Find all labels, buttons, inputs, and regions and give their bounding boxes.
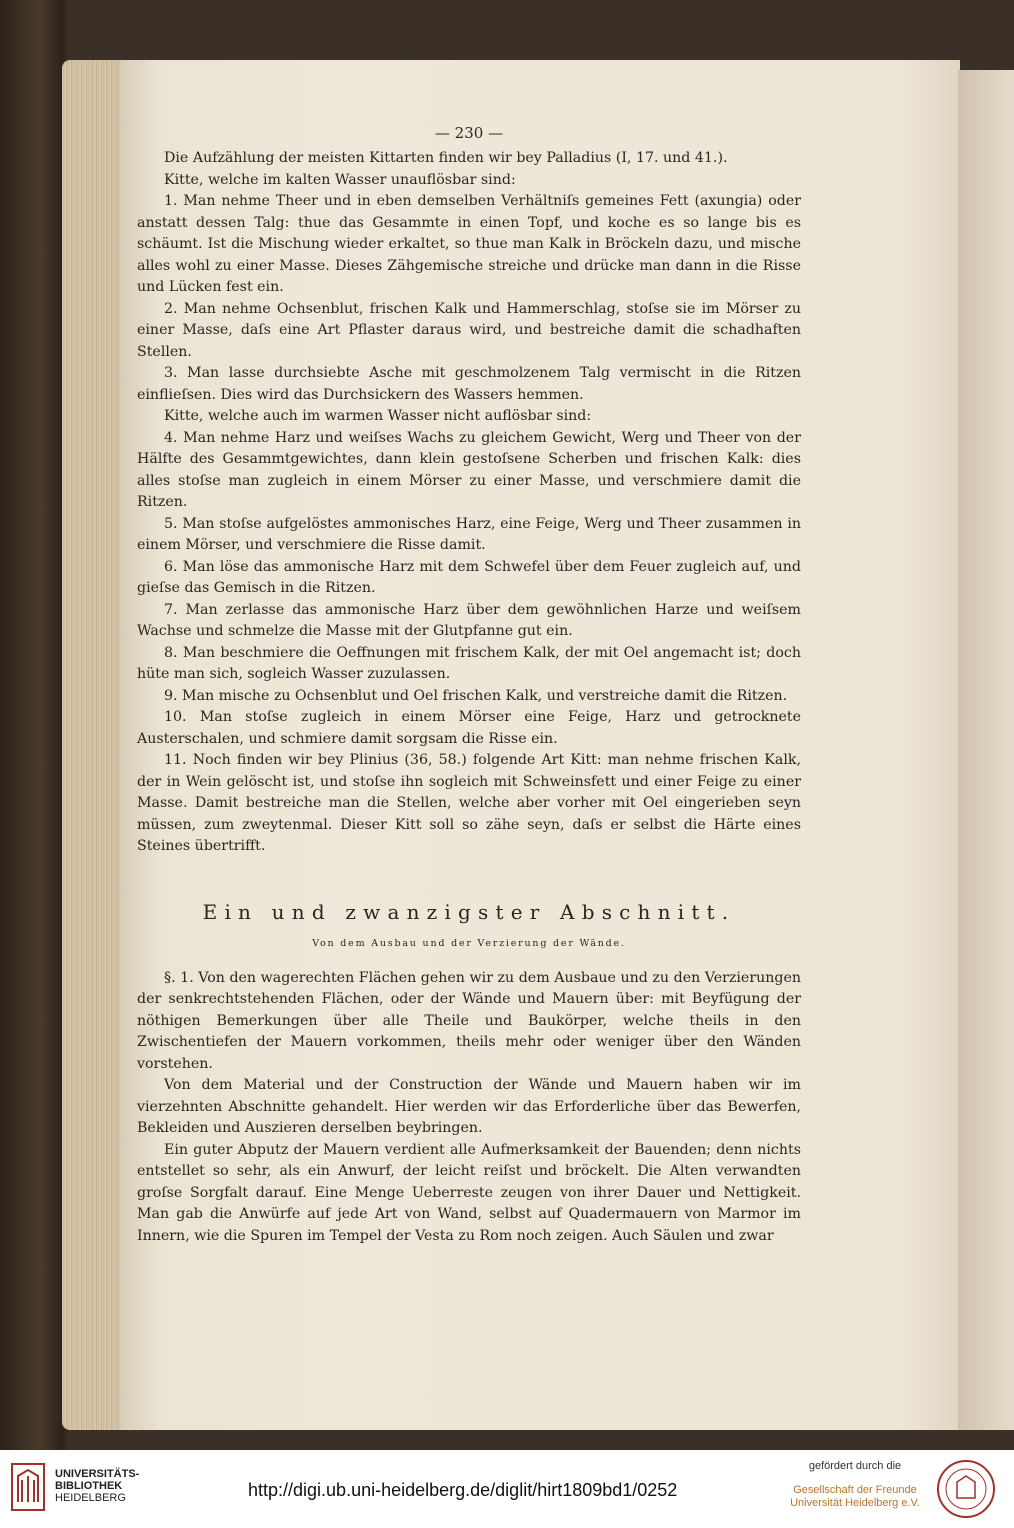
permalink-url[interactable]: http://digi.ub.uni-heidelberg.de/diglit/hirt1809bd1/0252 <box>248 1480 678 1500</box>
section-paragraph: §. 1. Von den wagerechten Flächen gehen wir zu dem Ausbaue und zu den Verzierungen der senkrechtstehenden Flächen, oder der Wände und Mauern über: mit Beyfügung der nöthigen Bemerkungen über alle Theile und Baukörper, welche theils in den Zwischentiefen der Mauern vorkommen, theils mehr oder weniger über den Wänden vorstehen. <box>137 969 801 1072</box>
library-name[interactable] <box>55 1468 139 1504</box>
section-paragraph-list <box>137 968 801 1248</box>
body-paragraph: 11. Noch finden wir bey Plinius (36, 58.) folgende Art Kitt: man nehme frischen Kalk, der in Wein gelöscht ist, und stoſse ihn sogleich mit Schweinsfett und einer Feige zu einer Masse. Damit bestreiche man die Stellen, welche aber vorher mit Oel eingerieben seyn müssen, zum zweytenmal. Dieser Kitt soll so zähe seyn, daſs er selbst die Härte eines Steines übertrifft. <box>137 752 801 854</box>
body-paragraph: 5. Man stoſse aufgelöstes ammonisches Harz, eine Feige, Werg und Theer zusammen in einem Mörser, und verschmiere die Risse damit. <box>137 515 801 553</box>
section-heading: Ein und zwanzigster Abschnitt. <box>202 899 736 924</box>
viewer-footer <box>0 1450 1014 1528</box>
body-paragraph: 4. Man nehme Harz und weiſses Wachs zu gleichem Gewicht, Werg und Theer von der Hälfte des Gesammtgewichtes, dann klein gestoſsene Scherben und frischen Kalk: dies alles stoſse man zugleich in einem Mörser zu einer Masse, und verschmiere damit die Ritzen. <box>137 429 801 510</box>
sponsor-line-1: Gesellschaft der Freunde <box>793 1484 917 1496</box>
library-line-3: HEIDELBERG <box>55 1492 126 1504</box>
body-paragraph: 7. Man zerlasse das ammonische Harz über dem gewöhnlichen Harze und weiſsem Wachse und schmelze die Masse mit der Glutpfanne gut ein. <box>137 601 801 639</box>
page-number: — 230 — <box>434 124 504 142</box>
paragraph-list <box>137 148 801 858</box>
page-edges <box>62 60 122 1430</box>
facing-page-edge <box>958 70 1014 1430</box>
body-paragraph: Die Aufzählung der meisten Kittarten finden wir bey Palladius (I, 17. und 41.). <box>164 150 728 166</box>
library-line-1: UNIVERSITÄTS- <box>55 1468 140 1480</box>
body-paragraph: Kitte, welche auch im warmen Wasser nicht auflösbar sind: <box>164 408 592 424</box>
body-paragraph: Kitte, welche im kalten Wasser unauflösbar sind: <box>164 171 516 188</box>
section-subheading: Von dem Ausbau und der Verzierung der Wände. <box>312 937 626 949</box>
section-paragraph: Ein guter Abputz der Mauern verdient alle Aufmerksamkeit der Bauenden; denn nichts entstellet so sehr, als ein Anwurf, der leicht reiſst und bröckelt. Die Alten verwandten groſse Sorgfalt darauf. Eine Menge Ueberreste zeugen von ihrer Dauer und Nettigkeit. Man gab die Anwürfe auf jede Art von Wand, selbst auf Quadermauern von Marmor im Innern, wie die Spuren im Tempel der Vesta zu Rom noch zeigen. Auch Säulen und zwar <box>137 1141 801 1244</box>
page-text <box>137 118 801 1247</box>
sponsor-block[interactable] <box>785 1460 925 1510</box>
sponsor-label: gefördert durch die <box>808 1460 902 1472</box>
library-line-2: BIBLIOTHEK <box>55 1480 123 1492</box>
body-paragraph: 10. Man stoſse zugleich in einem Mörser eine Feige, Harz und getrocknete Austerschalen, und schmiere damit sorgsam die Risse ein. <box>137 709 801 747</box>
sponsor-line-2: Universität Heidelberg e.V. <box>790 1497 920 1509</box>
body-paragraph: 6. Man löse das ammonische Harz mit dem Schwefel über dem Feuer zugleich auf, und gieſse das Gemisch in die Ritzen. <box>137 558 801 596</box>
spacer <box>137 858 801 898</box>
section-paragraph: Von dem Material und der Construction der Wände und Mauern haben wir im vierzehnten Abschnitte gehandelt. Hier werden wir das Erforderliche über das Bewerfen, Bekleiden und Auszieren derselben beybringen. <box>137 1077 801 1136</box>
body-paragraph: 8. Man beschmiere die Oeffnungen mit frischem Kalk, der mit Oel angemacht ist; doch hüte man sich, sogleich Wasser zuzulassen. <box>137 644 801 682</box>
body-paragraph: 9. Man mische zu Ochsenblut und Oel frischen Kalk, und verstreiche damit die Ritzen. <box>164 687 788 704</box>
body-paragraph: 3. Man lasse durchsiebte Asche mit geschmolzenem Talg vermischt in die Ritzen einflieſsen. Dies wird das Durchsickern des Wassers hemmen. <box>137 365 801 403</box>
university-seal-icon <box>935 1458 997 1520</box>
body-paragraph: 1. Man nehme Theer und in eben demselben Verhältniſs gemeines Fett (axungia) oder anstatt dessen Talg: thue das Gesammte in einen Topf, und koche es so lange bis es schäumt. Ist die Mischung wieder erkaltet, so thue man Kalk in Bröckeln dazu, und mische alles wohl zu einer Masse. Dieses Zähgemische streiche und drücke man dann in die Risse und Lücken fest ein. <box>137 193 801 295</box>
body-paragraph: 2. Man nehme Ochsenblut, frischen Kalk und Hammerschlag, stoſse sie im Mörser zu einer Masse, daſs eine Art Pflaster daraus wird, und bestreiche damit die schadhaften Stellen. <box>137 300 801 360</box>
library-logo-icon <box>10 1462 46 1512</box>
